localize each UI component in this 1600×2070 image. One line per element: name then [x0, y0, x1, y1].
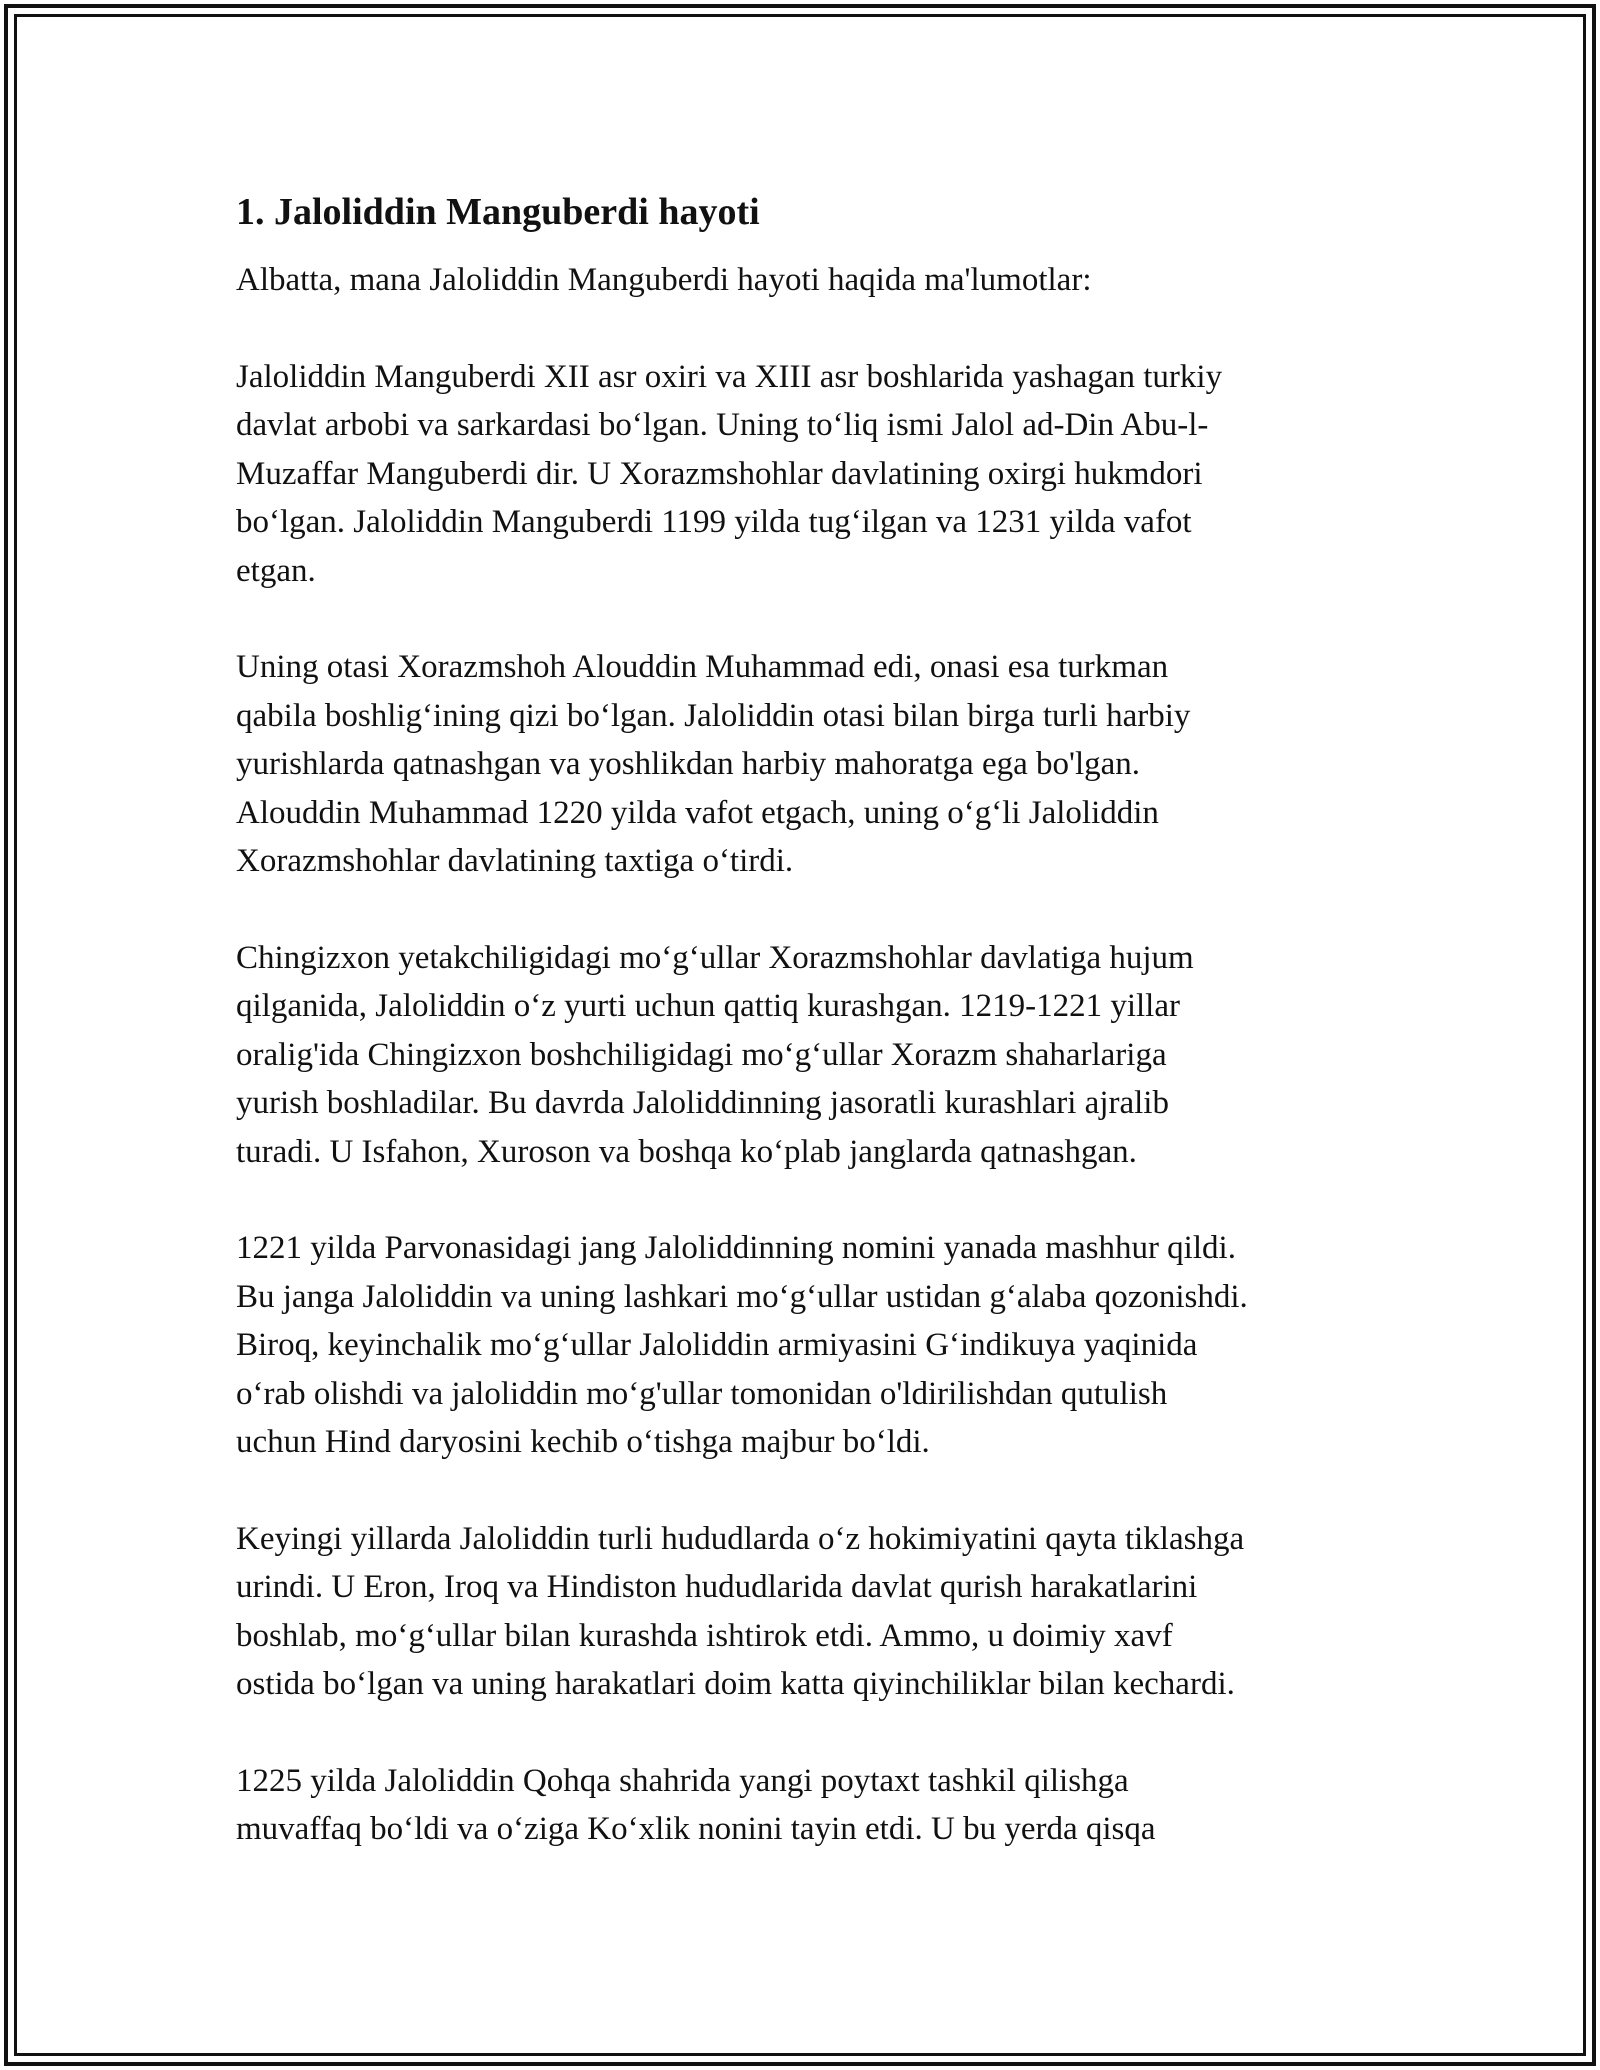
- intro-paragraph: Albatta, mana Jaloliddin Manguberdi hayoti haqida ma'lumotlar:: [236, 262, 1092, 298]
- paragraph-parvan-battle: 1221 yilda Parvonasidagi jang Jaloliddinning nomini yanada mashhur qildi. Bu janga Jaloliddin va uning lashkari mo‘g‘ullar ustidan g‘alaba qozonishdi. Biroq, keyinchalik mo‘g‘ullar Jaloliddin armiyasini G‘indikuya yaqinida o‘rab olishdi va jaloliddin mo‘g'ullar tomonidan o'ldirilishdan qutulish uchun Hind daryosini kechib o‘tishga majbur bo‘ldi.: [236, 1230, 1248, 1460]
- document-body: [236, 188, 1376, 1902]
- paragraph-later-years: Keyingi yillarda Jaloliddin turli hududlarda o‘z hokimiyatini qayta tiklashga urindi. U Eron, Iroq va Hindiston hududlarida davlat qurish harakatlarini boshlab, mo‘g‘ullar bilan kurashda ishtirok etdi. Ammo, u doimiy xavf ostida bo‘lgan va uning harakatlari doim katta qiyinchiliklar bilan kechardi.: [236, 1520, 1245, 1702]
- paragraph-birth: Jaloliddin Manguberdi XII asr oxiri va XIII asr boshlarida yashagan turkiy davlat arbobi va sarkardasi bo‘lgan. Uning to‘liq ismi Jalol ad-Din Abu-l- Muzaffar Manguberdi dir. U Xorazmshohlar davlatining oxirgi hukmdori bo‘lgan. Jaloliddin Manguberdi 1199 yilda tug‘ilgan va 1231 yilda vafot etgan.: [236, 358, 1223, 589]
- paragraph-new-capital: 1225 yilda Jaloliddin Qohqa shahrida yangi poytaxt tashkil qilishga muvaffaq bo‘ldi va o‘ziga Ko‘xlik nonini tayin etdi. U bu yerda qisqa: [236, 1762, 1156, 1847]
- paragraph-mongol-war: Chingizxon yetakchiligidagi mo‘g‘ullar Xorazmshohlar davlatiga hujum qilganida, Jaloliddin o‘z yurti uchun qattiq kurashgan. 1219-1221 yillar oralig'ida Chingizxon boshchiligidagi mo‘g‘ullar Xorazm shaharlariga yurish boshladilar. Bu davrda Jaloliddinning jasoratli kurashlari ajralib turadi. U Isfahon, Xuroson va boshqa ko‘plab janglarda qatnashgan.: [236, 939, 1194, 1170]
- page-title: 1. Jaloliddin Manguberdi hayoti: [236, 191, 760, 233]
- paragraph-family: Uning otasi Xorazmshoh Alouddin Muhammad edi, onasi esa turkman qabila boshlig‘ining qizi bo‘lgan. Jaloliddin otasi bilan birga turli harbiy yurishlarda qatnashgan va yoshlikdan harbiy mahoratga ega bo'lgan. Alouddin Muhammad 1220 yilda vafot etgach, uning o‘g‘li Jaloliddin Xorazmshohlar davlatining taxtiga o‘tirdi.: [236, 649, 1191, 879]
